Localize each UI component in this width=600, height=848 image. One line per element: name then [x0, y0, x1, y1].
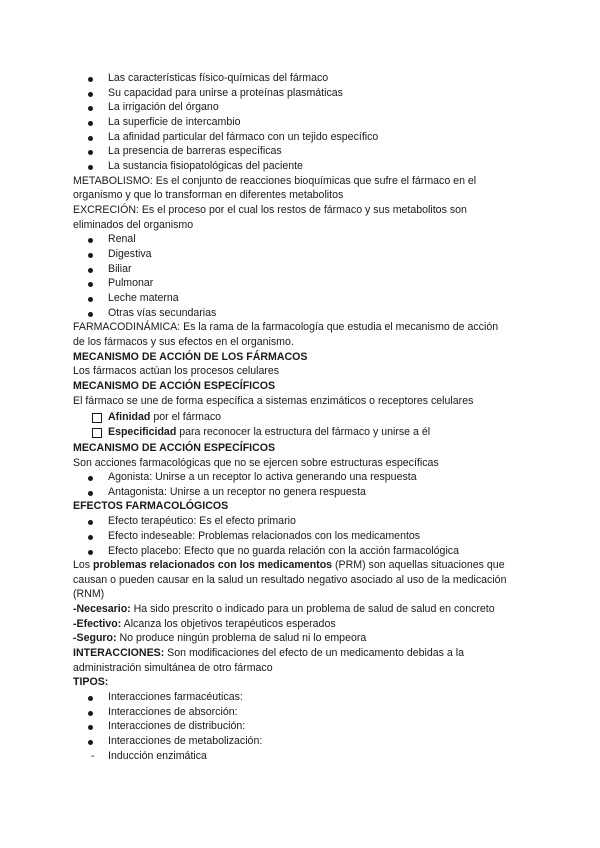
bullet-dot	[88, 92, 93, 97]
list-item: Agonista: Unirse a un receptor lo activa generando una respuesta	[108, 471, 417, 483]
seguro-text: -Seguro: No produce ningún problema de salud ni lo empeora	[73, 632, 367, 644]
list-item: Las características físico-químicas del fármaco	[108, 72, 329, 84]
bullet-dot	[88, 165, 93, 170]
interacciones-text: administración simultánea de otro fármaco	[73, 662, 273, 674]
list-item: Otras vías secundarias	[108, 307, 217, 319]
checkbox-label: Especificidad para reconocer la estructura del fármaco y unirse a él	[108, 426, 431, 438]
checkbox-label: Afinidad por el fármaco	[108, 411, 222, 423]
list-item: Efecto indeseable: Problemas relacionados con los medicamentos	[108, 530, 421, 542]
farmacodinamica-text: de los fármacos y sus efectos en el organismo.	[73, 336, 294, 348]
bullet-dot	[88, 297, 93, 302]
list-item: Efecto terapéutico: Es el efecto primario	[108, 515, 296, 527]
bullet-dot	[88, 312, 93, 317]
list-item: Digestiva	[108, 248, 152, 260]
efectivo-text: -Efectivo: Alcanza los objetivos terapéuticos esperados	[73, 618, 336, 630]
excrecion-text: EXCRECIÓN: Es el proceso por el cual los restos de fármaco y sus metabolitos son	[73, 204, 467, 216]
especificos-text: El fármaco se une de forma específica a sistemas enzimáticos o receptores celulares	[73, 395, 474, 407]
checkbox[interactable]	[92, 413, 102, 423]
bullet-dot	[88, 535, 93, 540]
list-item: La irrigación del órgano	[108, 101, 219, 113]
necesario-text: -Necesario: Ha sido prescrito o indicado para un problema de salud de salud en concreto	[73, 603, 495, 615]
list-item: Su capacidad para unirse a proteínas plasmáticas	[108, 87, 343, 99]
bullet-dot	[88, 520, 93, 525]
bullet-dot	[88, 725, 93, 730]
list-item: Antagonista: Unirse a un receptor no genera respuesta	[108, 486, 366, 498]
list-item: La superficie de intercambio	[108, 116, 241, 128]
list-item: Inducción enzimática	[108, 750, 207, 762]
bullet-dot	[88, 150, 93, 155]
bullet-dot	[88, 238, 93, 243]
prm-text: Los problemas relacionados con los medicamentos (PRM) son aquellas situaciones que	[73, 559, 505, 571]
bullet-dot	[88, 740, 93, 745]
list-item: Pulmonar	[108, 277, 154, 289]
farmacodinamica-text: FARMACODINÁMICA: Es la rama de la farmacología que estudia el mecanismo de acción	[73, 321, 499, 333]
bullet-dot	[88, 696, 93, 701]
bullet-dot	[88, 253, 93, 258]
heading-efectos: EFECTOS FARMACOLÓGICOS	[73, 500, 229, 512]
bullet-dot	[88, 268, 93, 273]
bullet-dot	[88, 106, 93, 111]
interacciones-text: INTERACCIONES: Son modificaciones del efecto de un medicamento debidas a la	[73, 647, 464, 659]
heading-especificos: MECANISMO DE ACCIÓN ESPECÍFICOS	[73, 380, 276, 392]
list-item: Interacciones farmacéuticas:	[108, 691, 243, 703]
bullet-dot	[88, 711, 93, 716]
list-item: La presencia de barreras específicas	[108, 145, 282, 157]
prm-text: causan o pueden causar en la salud un resultado negativo asociado al uso de la medicación	[73, 574, 507, 586]
list-item: Interacciones de distribución:	[108, 720, 246, 732]
dash-marker: -	[91, 750, 95, 762]
list-item: Renal	[108, 233, 136, 245]
list-item: Leche materna	[108, 292, 179, 304]
bullet-dot	[88, 282, 93, 287]
heading-tipos: TIPOS:	[73, 676, 109, 688]
bullet-dot	[88, 550, 93, 555]
list-item: Interacciones de absorción:	[108, 706, 238, 718]
bullet-dot	[88, 136, 93, 141]
especificos2-text: Son acciones farmacológicas que no se ejercen sobre estructuras específicas	[73, 457, 439, 469]
bullet-dot	[88, 476, 93, 481]
heading-mecanismo: MECANISMO DE ACCIÓN DE LOS FÁRMACOS	[73, 351, 308, 363]
prm-text: (RNM)	[73, 588, 105, 600]
checkbox[interactable]	[92, 428, 102, 438]
metabolismo-text: METABOLISMO: Es el conjunto de reacciones bioquímicas que sufre el fármaco en el	[73, 175, 477, 187]
list-item: Efecto placebo: Efecto que no guarda relación con la acción farmacológica	[108, 545, 459, 557]
list-item: Interacciones de metabolización:	[108, 735, 263, 747]
mecanismo-text: Los fármacos actúan los procesos celulares	[73, 365, 280, 377]
excrecion-text: eliminados del organismo	[73, 219, 194, 231]
list-item: Biliar	[108, 263, 132, 275]
metabolismo-text: organismo y que lo transforman en diferentes metabolitos	[73, 189, 344, 201]
bullet-dot	[88, 121, 93, 126]
bullet-dot	[88, 77, 93, 82]
heading-especificos-2: MECANISMO DE ACCIÓN ESPECÍFICOS	[73, 442, 276, 454]
bullet-dot	[88, 491, 93, 496]
list-item: La sustancia fisiopatológicas del paciente	[108, 160, 303, 172]
list-item: La afinidad particular del fármaco con un tejido específico	[108, 131, 379, 143]
